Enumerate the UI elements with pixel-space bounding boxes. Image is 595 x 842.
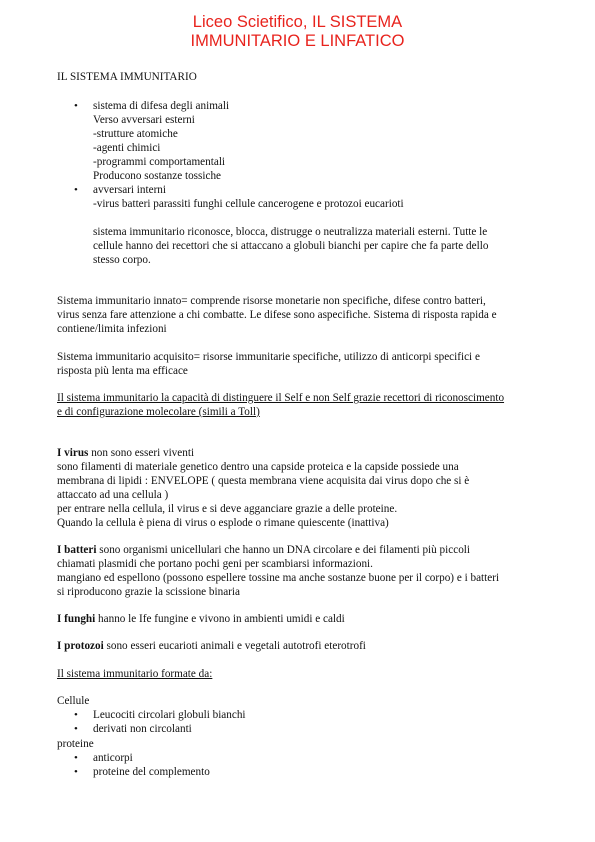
list-subitem: -strutture atomiche (93, 128, 178, 140)
paragraph-line (57, 543, 470, 557)
paragraph-text: non sono esseri viventi (88, 447, 195, 459)
list-item: anticorpi (93, 752, 133, 764)
list-item: Leucociti circolari globuli bianchi (93, 709, 246, 721)
paragraph-line: virus senza fare attenzione a chi combatte. Le difese sono aspecifiche. Sistema di risposta rapida e (57, 309, 497, 321)
paragraph-line: mangiano ed espellono (possono espellere tossine ma anche sostanze buone per il corpo) e i batteri (57, 572, 500, 584)
bullet-glyph: • (74, 766, 78, 778)
list-label: proteine (57, 738, 94, 750)
section-heading: IL SISTEMA IMMUNITARIO (57, 71, 197, 83)
underlined-line: Il sistema immunitario la capacità di distinguere il Self e non Self grazie recettori di riconoscimento (57, 392, 505, 404)
bullet-glyph: • (74, 709, 78, 721)
paragraph-line: sistema immunitario riconosce, blocca, distrugge o neutralizza materiali esterni. Tutte le (93, 226, 488, 238)
paragraph-line: sono filamenti di materiale genetico dentro una capside proteica e la capside possiede una (57, 461, 459, 473)
paragraph-line: stesso corpo. (93, 254, 151, 266)
list-item: proteine del complemento (93, 766, 210, 778)
paragraph-line: si riproducono grazie la scissione binaria (57, 586, 240, 598)
underlined-line: e di configurazione molecolare (simili a Toll) (57, 406, 260, 418)
paragraph-line: attaccato ad una cellula ) (57, 489, 169, 501)
bold-term: I protozoi (57, 640, 104, 652)
title-line-2: IMMUNITARIO E LINFATICO (190, 32, 405, 50)
paragraph-text: hanno le Ife fungine e vivono in ambienti umidi e caldi (95, 613, 345, 625)
list-subitem: -virus batteri parassiti funghi cellule cancerogene e protozoi eucarioti (93, 198, 404, 210)
title-line-1: Liceo Scietifico, IL SISTEMA (192, 13, 403, 31)
paragraph-text: sono organismi unicellulari che hanno un DNA circolare e dei filamenti più piccoli (96, 544, 471, 556)
document-title (0, 13, 595, 51)
bullet-glyph: • (74, 100, 78, 112)
paragraph-line: Sistema immunitario innato= comprende risorse monetarie non specifiche, difese contro batteri, (57, 295, 486, 307)
paragraph-line: risposta più lenta ma efficace (57, 365, 188, 377)
bullet-glyph: • (74, 184, 78, 196)
paragraph-line: cellule hanno dei recettori che si attaccano a globuli bianchi per capire che fa parte dello (93, 240, 489, 252)
list-subitem: Verso avversari esterni (93, 114, 195, 126)
bullet-glyph: • (74, 752, 78, 764)
paragraph-line: Quando la cellula è piena di virus o esplode o rimane quiescente (inattiva) (57, 517, 389, 529)
paragraph-line: membrana di lipidi : ENVELOPE ( questa membrana viene acquisita dai virus dopo che si è (57, 475, 470, 487)
list-item: derivati non circolanti (93, 723, 192, 735)
paragraph-line: per entrare nella cellula, il virus e si deve agganciare grazie a delle proteine. (57, 503, 398, 515)
paragraph-line: contiene/limita infezioni (57, 323, 167, 335)
list-subitem: -programmi comportamentali (93, 156, 226, 168)
paragraph-line: Sistema immunitario acquisito= risorse immunitarie specifiche, utilizzo di anticorpi specifici e (57, 351, 480, 363)
bold-term: I virus (57, 447, 89, 459)
list-label: Cellule (57, 695, 90, 707)
list-item: sistema di difesa degli animali (93, 100, 230, 112)
paragraph-line (57, 612, 345, 626)
paragraph-line: chiamati plasmidi che portano pochi geni per scambiarsi informazioni. (57, 558, 373, 570)
bullet-glyph: • (74, 723, 78, 735)
list-subitem: -agenti chimici (93, 142, 161, 154)
list-subitem: Producono sostanze tossiche (93, 170, 222, 182)
underlined-line: Il sistema immunitario formate da: (57, 668, 213, 680)
paragraph-text: sono esseri eucarioti animali e vegetali autotrofi eterotrofi (103, 640, 366, 652)
bold-term: I batteri (57, 544, 97, 556)
paragraph-line (57, 639, 366, 653)
paragraph-line (57, 446, 194, 460)
list-item: avversari interni (93, 184, 166, 196)
bold-term: I funghi (57, 613, 96, 625)
